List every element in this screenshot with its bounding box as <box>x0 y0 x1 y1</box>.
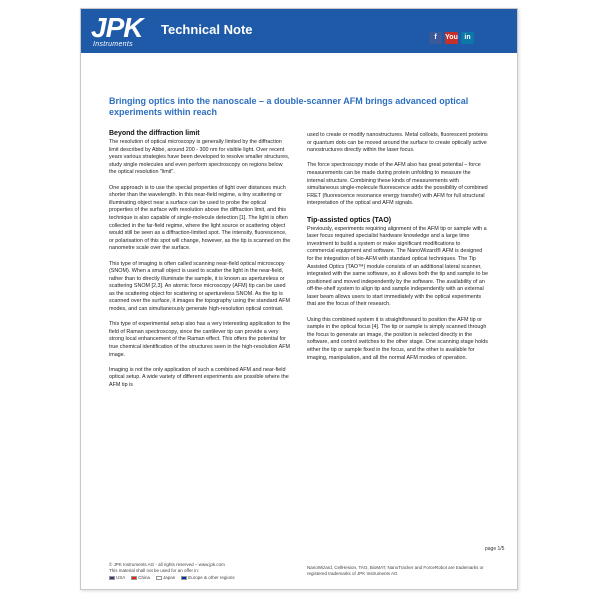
right-column <box>307 132 489 370</box>
paragraph: The resolution of optical microscopy is generally limited by the diffraction limit described by Abbé, around 200 - 300 nm for visible light. Over recent years various strategies have been developed to resolve smaller structures, study single molecules and even perform spectroscopy on regions below the optical resolution "limit". <box>109 139 290 176</box>
section-heading: Tip-assisted optics (TAO) <box>307 216 392 224</box>
page-header <box>81 9 517 55</box>
region-japan <box>156 575 175 581</box>
paragraph: One approach is to use the special properties of light over distances much shorter than the wavelength. In this near-field regime, a tiny scattering or illuminating object near a surface can be used to probe the optical properties of the surface with resolution above the diffraction limit, and this technique is also capable of single-molecule detection [1]. The light is often collected in the far-field regime, where the light source or scattering object would still be seen as a diffraction-limited spot. The intensity, fluorescence, or polarisation of this spot will change, however, as the tip is scanned on the nanometre scale over the surface. <box>109 184 291 252</box>
social-links <box>429 32 474 44</box>
japan-flag-icon <box>156 576 162 580</box>
copyright-text: © JPK Instruments AG - all rights reserved – www.jpk.com <box>109 562 225 567</box>
linkedin-icon[interactable]: in <box>461 32 474 44</box>
document-page <box>80 8 518 590</box>
document-title: Bringing optics into the nanoscale – a double-scanner AFM brings advanced optical experiments within reach <box>109 96 469 117</box>
facebook-icon[interactable]: f <box>429 32 442 44</box>
region-label: USA <box>116 575 126 580</box>
china-flag-icon <box>131 576 137 580</box>
region-label: Europe & other regions <box>188 575 235 580</box>
section-heading: Beyond the diffraction limit <box>109 130 200 137</box>
disclaimer-text: This material shall not be used for an offer in: <box>109 568 199 573</box>
paragraph: This type of experimental setup also has a very interesting application to the field of Raman spectroscopy, since the cantilever tip can provide a very strong local enhancement of the Raman effect. This offers the potential for true chemical identification of the structures seen in the high-resolution AFM image. <box>109 321 291 358</box>
paragraph: Imaging is not the only application of such a combined AFM and near-field optical setup. A wide variety of different experiments are possible where the AFM tip is <box>109 366 289 388</box>
logo-subtitle: Instruments <box>93 41 133 48</box>
left-column <box>109 129 291 397</box>
region-list <box>109 575 309 581</box>
region-label: China <box>138 575 151 580</box>
logo-wordmark: JPK <box>91 12 143 43</box>
paragraph: Using this combined system it is straightforward to position the AFM tip or sample in the optical focus [4]. The tip or sample is simply scanned through the focus to generate an image, the position is selected directly in the software, and control switches to the other stage. One scanning stage holds either the tip or sample fixed in the focus, and the other is available for imaging, manipulation, and all the normal AFM modes of operation. <box>307 316 488 361</box>
region-china <box>131 575 150 581</box>
region-label: Japan <box>163 575 176 580</box>
paragraph: This type of imaging is often called scanning near-field optical microscopy (SNOM). When a small object is used to scatter the light in the near-field, rather than to directly illuminate the sample, it is known as apertureless or scattering SNOM [2,3]. An atomic force microscopy (AFM) tip can be used as the scattering object for scattering or apertureless SNOM. As the tip is scanned over the surface, it images the topography using the standard AFM modes, and can simultaneously generate high-resolution optical contrast. <box>109 260 290 313</box>
usa-flag-icon <box>109 576 115 580</box>
trademark-notice: NanoWizard, CellHesion, TAO, BioMAT, NanoTracker and ForceRobot are trademarks or registered trademarks of JPK Instruments AG <box>307 565 484 576</box>
page-number: page 1/5 <box>485 546 505 552</box>
document-type-label: Technical Note <box>161 22 253 37</box>
europe-flag-icon <box>181 576 187 580</box>
paragraph: Previously, experiments requiring alignment of the AFM tip or sample with a laser focus required specialist hardware knowledge and a large time investment to build a system or make significant modifications to commercial equipment and software. The NanoWizard® AFM is designed for the integration of bio-AFM with standard optical techniques. The Tip Assisted Optics (TAO™) module consists of an additional lateral scanner, integrated with the same software, so it allows both the tip and sample to be positioned and moved independently by the software. The availability of an off-the-shelf system to align tip and sample independently with an external laser beam allows users to start immediately with the optical experiments that are the focus of their research. <box>307 225 488 308</box>
region-europe <box>181 575 234 581</box>
youtube-icon[interactable]: You <box>445 32 458 44</box>
paragraph: used to create or modify nanostructures. Metal colloids, fluorescent proteins or quantum dots can be moved around the surface to create optically active nanostructures directly within the laser focus. <box>307 132 488 154</box>
footer-left <box>109 562 309 581</box>
region-usa <box>109 575 125 581</box>
paragraph: The force spectroscopy mode of the AFM also has great potential – force measurements can be made during protein unfolding to measure the internal structure. Combining these kinds of measurements with simultaneous single-molecule fluorescence adds the possibility of combined FRET (fluorescence resonance energy transfer) with AFM for full structural interpretation of the optical and AFM signals. <box>307 162 488 207</box>
jpk-logo <box>91 14 153 50</box>
